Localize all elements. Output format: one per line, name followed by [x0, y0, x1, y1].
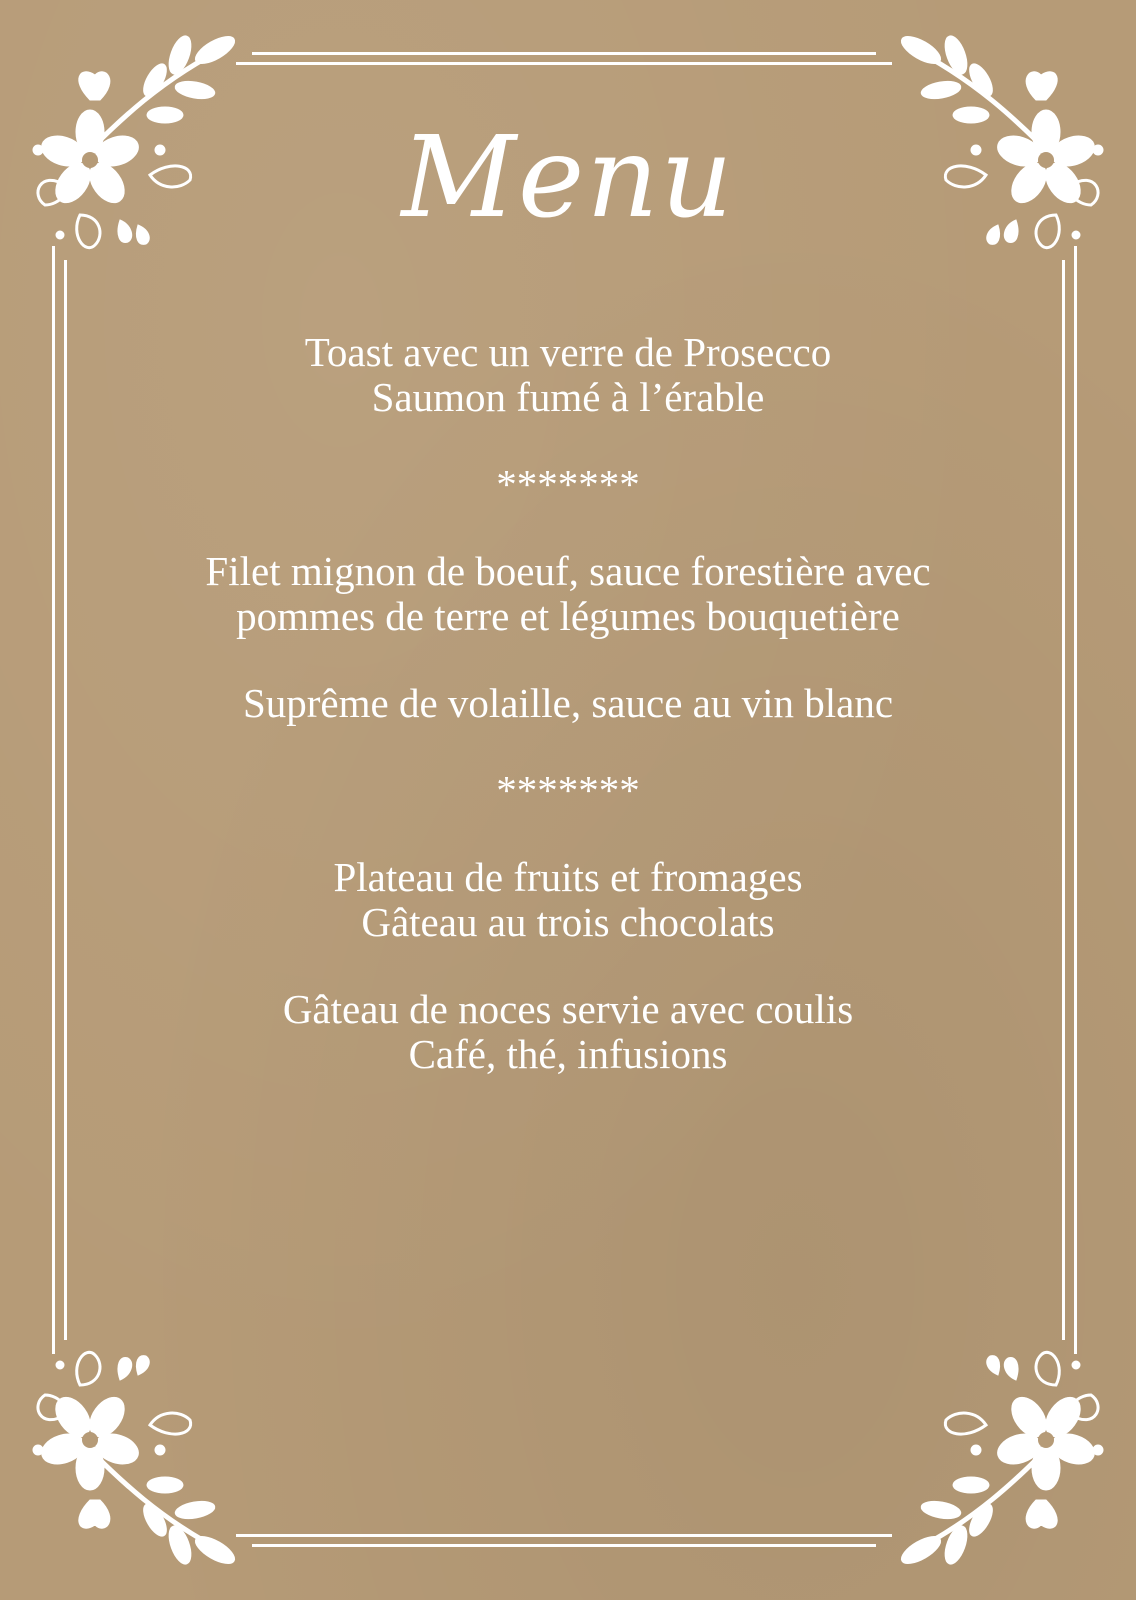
menu-item: Suprême de volaille, sauce au vin blanc	[242, 680, 894, 726]
frame-bottom-line-outer	[252, 1544, 876, 1547]
frame-top-line-outer	[252, 52, 876, 55]
floral-corner-icon	[886, 1340, 1126, 1580]
menu-item: Café, thé, infusions	[408, 1031, 728, 1077]
menu-item: Toast avec un verre de Prosecco	[304, 329, 832, 375]
menu-item: Filet mignon de boeuf, sauce forestière avec	[205, 548, 931, 594]
menu-item: pommes de terre et légumes bouquetière	[236, 593, 900, 639]
course-separator: *******	[496, 461, 640, 507]
menu-list	[0, 330, 1136, 1077]
course-separator: *******	[496, 767, 640, 813]
menu-item: Gâteau de noces servie avec coulis	[282, 986, 854, 1032]
frame-top-line-inner	[236, 62, 892, 65]
menu-item: Plateau de fruits et fromages	[333, 854, 803, 900]
menu-item: Gâteau au trois chocolats	[361, 899, 775, 945]
menu-item: Saumon fumé à l’érable	[371, 374, 765, 420]
menu-title: Menu	[401, 113, 735, 243]
floral-corner-icon	[10, 1340, 250, 1580]
frame-bottom-line-inner	[236, 1534, 892, 1537]
